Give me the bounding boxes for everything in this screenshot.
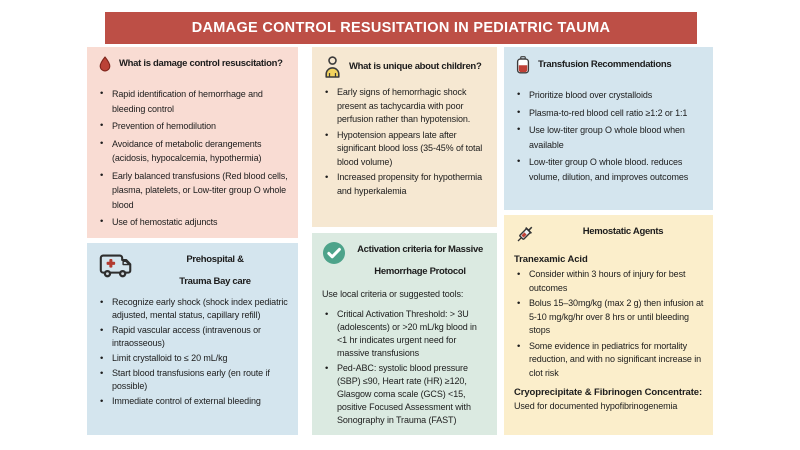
bullet-item: • Prevention of hemodilution (97, 119, 289, 134)
panel-unique-about-children (312, 47, 497, 227)
bullet-item: • Hypotension appears late after significant blood loss (35-45% of total blood volume) (322, 129, 488, 170)
panel-header-row (97, 55, 289, 73)
bullet-item: • Critical Activation Threshold: > 3U (adolescents) or >20 mL/kg blood in <1 hr indicates urgent need for massive transfusions (322, 308, 488, 360)
panel-header: What is damage control resuscitation? (119, 57, 283, 69)
bullet-item: • Rapid vascular access (intravenous or intraosseous) (97, 324, 289, 350)
bullet-list (97, 296, 289, 408)
bullet-item: • Use of hemostatic adjuncts (97, 215, 289, 230)
bullet-list (514, 268, 704, 380)
panel-header-row (322, 241, 488, 286)
panel-header-row (322, 55, 488, 78)
bullet-list (97, 87, 289, 230)
bullet-item: • Early balanced transfusions (Red blood cells, plasma, platelets, or Low-titer group O whole blood (97, 169, 289, 213)
bullet-item: • Start blood transfusions early (en route if possible) (97, 367, 289, 393)
footer-lead: Cryoprecipitate & Fibrinogen Concentrate: (514, 387, 703, 398)
header-line-1: Prehospital & (186, 254, 244, 265)
bullet-item: • Ped-ABC: systolic blood pressure (SBP) ≤90, Heart rate (HR) ≥120, Glasgow coma scale (GCS) <15, positive Focused Assessment with Sonography in Trauma (FAST) (322, 362, 488, 427)
blood-drop-icon (97, 55, 113, 73)
intro-text: Use local criteria or suggested tools: (322, 289, 464, 299)
bullet-item: • Limit crystalloid to ≤ 20 mL/kg (97, 352, 289, 365)
panel-prehospital-trauma-bay-care (87, 243, 298, 435)
check-circle-icon (322, 241, 346, 265)
header-line-2: Trauma Bay care (179, 276, 251, 287)
panel-header: Transfusion Recommendations (538, 59, 672, 71)
footer-text: Used for documented hypofibrinogenemia (514, 400, 678, 411)
ambulance-icon (97, 251, 135, 280)
bullet-list (514, 88, 704, 184)
panel-header: What is unique about children? (349, 60, 482, 72)
bullet-item: • Immediate control of external bleeding (97, 395, 289, 408)
syringe-icon (514, 223, 536, 245)
bullet-item: • Early signs of hemorrhagic shock present as tachycardia with poor perfusion rather than hypotension. (322, 86, 488, 127)
page-title: DAMAGE CONTROL RESUSITATION IN PEDIATRIC TAUMA (105, 12, 697, 44)
bullet-item: • Bolus 15–30mg/kg (max 2 g) then infusion at 5-10 mg/kg/hr over 8 hrs or until bleeding stops (514, 297, 704, 338)
panel-header (352, 241, 488, 286)
panel-header-row (514, 55, 704, 76)
bullet-item: • Use low-titer group O whole blood when available (514, 123, 704, 152)
panel-header (141, 251, 289, 296)
blood-bag-icon (514, 55, 532, 76)
panel-damage-control-resuscitation (87, 47, 298, 238)
footer-note (514, 386, 704, 413)
panel-activation-criteria (312, 233, 497, 435)
bullet-item: • Avoidance of metabolic derangements (acidosis, hypocalcemia, hypothermia) (97, 137, 289, 166)
panel-header-row (514, 223, 704, 248)
header-line-1: Activation criteria for Massive (357, 244, 483, 255)
panel-hemostatic-agents (504, 215, 713, 435)
header-line-1: Hemostatic Agents (582, 226, 664, 237)
header-line-2: Hemorrhage Protocol (374, 266, 466, 277)
bullet-list (322, 308, 488, 427)
subheader-tranexamic-acid: Tranexamic Acid (514, 253, 588, 265)
bullet-item: • Prioritize blood over crystalloids (514, 88, 704, 103)
panel-header-row (97, 251, 289, 296)
panel-transfusion-recommendations (504, 47, 713, 210)
child-icon (322, 55, 343, 78)
bullet-item: • Rapid identification of hemorrhage and bleeding control (97, 87, 289, 116)
bullet-item: • Recognize early shock (shock index pediatric adjusted, mental status, capillary refill) (97, 296, 289, 322)
bullet-item: • Some evidence in pediatrics for mortality reduction, and with no significant increase in clot risk (514, 340, 704, 381)
bullet-item: • Low-titer group O whole blood. reduces volume, dilution, and improves outcomes (514, 155, 704, 184)
panel-header (542, 223, 704, 248)
bullet-item: • Plasma-to-red blood cell ratio ≥1:2 or 1:1 (514, 106, 704, 121)
bullet-item: • Consider within 3 hours of injury for best outcomes (514, 268, 704, 295)
bullet-item: • Increased propensity for hypothermia and hyperkalemia (322, 171, 488, 198)
bullet-list (322, 86, 488, 198)
